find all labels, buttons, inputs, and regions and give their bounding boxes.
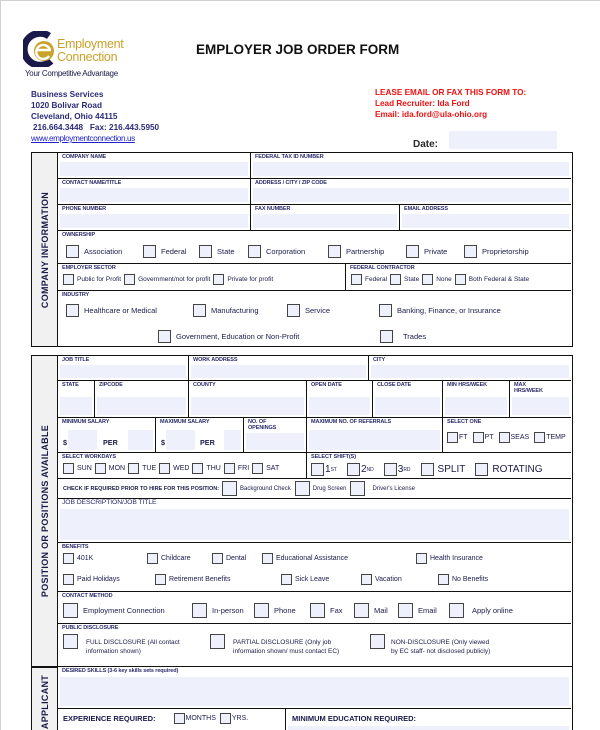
federal-contractor-cell: FEDERAL CONTRACTOR Federal State None Both Federal & State [346,264,571,291]
benefit-paid-holidays-checkbox[interactable] [63,574,74,585]
close-date-input[interactable] [375,397,440,415]
open-date-cell: OPEN DATE [307,381,373,418]
ownership-partnership-checkbox[interactable] [328,245,341,258]
sector-public-for-profit-checkbox[interactable] [63,274,74,285]
page-title: EMPLOYER JOB ORDER FORM [196,42,400,57]
thu-checkbox[interactable] [192,463,203,474]
county-cell: COUNTY [189,381,307,418]
min-education-cell: MINIMUM EDUCATION REQUIRED: [286,709,571,730]
contractor-state-checkbox[interactable] [390,274,401,285]
max-salary-per-input[interactable] [224,430,241,450]
max-salary-cell: MAXIMUM SALARY $ PER [156,418,244,453]
contact-mail-checkbox[interactable] [354,603,369,618]
industry-manufacturing-checkbox[interactable] [193,304,206,317]
wed-checkbox[interactable] [159,463,170,474]
max-hrs-input[interactable] [512,397,569,415]
experience-yrs-checkbox[interactable] [220,713,231,724]
logo-e-icon [23,31,57,67]
shifts-cell: SELECT SHIFT(S) 1 ST 2 ND 3 RD SPLIT ROTATING [307,453,571,479]
partial-disclosure-checkbox[interactable] [210,634,225,649]
street: 1020 Bolivar Road [31,101,102,110]
job-title-cell: JOB TITLE [58,356,189,381]
ownership-corporation-checkbox[interactable] [248,245,261,258]
address-cell: ADDRESS / CITY / ZIP CODE [251,179,571,205]
max-referrals-cell: MAXIMUM NO. OF REFERRALS [307,418,443,453]
zipcode-input[interactable] [97,397,186,415]
position-section [57,355,573,667]
state-cell: STATE [58,381,95,418]
sector-government-checkbox[interactable] [124,274,135,285]
benefit-retirement-checkbox[interactable] [155,574,166,585]
fax-input[interactable] [253,214,397,228]
benefit-educational-assistance-checkbox[interactable] [262,553,273,564]
company-information-side-label: COMPANY INFORMATION [31,152,58,347]
email-input[interactable] [402,214,569,228]
benefits-cell: BENEFITS 401K Childcare Dental Educational Assistance Health Insurance Paid Holidays Retirement Benefits Sick Leave Vacation No Benefits [58,543,571,592]
benefit-health-insurance-checkbox[interactable] [416,553,427,564]
benefit-sick-leave-checkbox[interactable] [281,574,292,585]
fri-checkbox[interactable] [224,463,235,474]
seas-checkbox[interactable] [499,432,510,443]
desired-skills-input[interactable] [60,677,569,706]
full-disclosure-checkbox[interactable] [63,634,78,649]
phone-input[interactable] [60,214,248,228]
work-address-cell: WORK ADDRESS [189,356,369,381]
min-education-input[interactable] [288,726,569,730]
shift-rotating-checkbox[interactable] [475,463,488,476]
contact-name-cell: CONTACT NAME/TITLE [58,179,251,205]
contractor-federal-checkbox[interactable] [351,274,362,285]
open-date-input[interactable] [309,397,370,415]
sun-checkbox[interactable] [63,463,74,474]
job-title-input[interactable] [60,365,186,378]
contact-method-cell: CONTACT METHOD Employment Connection In-person Phone Fax Mail Email Apply online [58,592,571,624]
min-salary-cell: MINIMUM SALARY $ PER [58,418,156,453]
benefit-childcare-checkbox[interactable] [147,553,158,564]
submit-line2: Lead Recruiter: Ida Ford [375,99,470,108]
website-link[interactable]: www.employmentconnection.us [31,134,135,143]
applicant-section [57,667,573,730]
logo-line2: Connection [57,50,118,64]
openings-input[interactable] [246,433,304,450]
drug-screen-checkbox[interactable] [295,481,310,496]
desired-skills-cell: DESIRED SKILLS (3-6 key skills sets required) [58,667,571,709]
submit-line1: LEASE EMAIL OR FAX THIS FORM TO: [375,88,527,97]
select-one-cell: SELECT ONE FT PT SEAS TEMP [443,418,571,453]
employer-sector-cell: EMPLOYER SECTOR Public for Profit Government/not for profit Private for profit [58,264,346,291]
city-line: Cleveland, Ohio 44115 [31,112,118,121]
business-address [31,89,159,144]
ownership-cell: OWNERSHIP Association Federal State Corporation Partnership Private Proprietorship [58,231,571,264]
date-label: Date: [413,139,439,150]
phone-number: 216.664.3448 [33,123,84,132]
benefit-dental-checkbox[interactable] [212,553,223,564]
contact-in-person-checkbox[interactable] [192,603,207,618]
company-name-cell: COMPANY NAME [58,153,251,179]
max-referrals-input[interactable] [309,430,440,450]
industry-banking-checkbox[interactable] [379,304,392,317]
ownership-association-checkbox[interactable] [66,245,79,258]
employment-connection-logo [21,31,136,81]
submission-instructions [375,87,526,120]
ownership-state-checkbox[interactable] [199,245,212,258]
federal-tax-id-cell: FEDERAL TAX ID NUMBER [251,153,571,179]
contractor-both-checkbox[interactable] [455,274,466,285]
industry-trades-checkbox[interactable] [380,330,393,343]
contact-name-input[interactable] [60,188,248,202]
company-name-input[interactable] [60,162,248,176]
temp-checkbox[interactable] [534,432,545,443]
city-cell: CITY [369,356,571,381]
industry-cell: INDUSTRY Healthcare or Medical Manufacturing Service Banking, Finance, or Insurance Government, Education or Non-Profit Trades [62,292,501,341]
industry-healthcare-checkbox[interactable] [66,304,79,317]
dept: Business Services [31,90,104,99]
non-disclosure-checkbox[interactable] [370,634,385,649]
benefit-no-benefits-checkbox[interactable] [438,574,449,585]
date-input[interactable] [449,131,557,149]
benefit-401k-checkbox[interactable] [63,553,74,564]
shift-split-checkbox[interactable] [421,463,434,476]
position-side-label: POSITION OR POSITIONS AVAILABLE [31,355,58,667]
min-salary-input[interactable] [68,430,97,450]
public-disclosure-cell: PUBLIC DISCLOSURE FULL DISCLOSURE (All contact information shown) PARTIAL DISCLOSURE (Only job information shown/ must contact EC) NON-DISCLOSURE (Only viewed by EC staff- not disclosed publicly) [62,625,491,655]
openings-cell: NO. OF OPENINGS [244,418,307,453]
logo-tagline: Your Competitive Advantage [25,69,118,78]
fax-number: Fax: 216.443.5950 [89,123,160,132]
max-salary-input[interactable] [166,430,195,450]
shift-2nd-checkbox[interactable] [347,463,360,476]
max-hrs-cell: MAX HRS/WEEK [510,381,571,418]
min-hrs-input[interactable] [445,397,507,415]
contact-fax-checkbox[interactable] [310,603,325,618]
job-description-cell: JOB DESCRIPTION/JOB TITLE [58,499,571,543]
state-input[interactable] [60,397,92,415]
fax-cell: FAX NUMBER [251,205,400,231]
ownership-federal-checkbox[interactable] [143,245,156,258]
drivers-license-checkbox[interactable] [350,481,365,496]
address-input[interactable] [253,188,569,202]
ft-checkbox[interactable] [447,432,458,443]
close-date-cell: CLOSE DATE [373,381,443,418]
sector-private-for-profit-checkbox[interactable] [213,274,224,285]
email-cell: EMAIL ADDRESS [400,205,571,231]
submit-line3: Email: ida.ford@ula-ohio.org [375,110,488,119]
company-information-section [57,152,573,347]
shift-3rd-checkbox[interactable] [384,463,397,476]
ownership-private-checkbox[interactable] [406,245,419,258]
prerequisites-cell: CHECK IF REQUIRED PRIOR TO HIRE FOR THIS POSITION: Background Check Drug Screen Driver's License [58,479,571,499]
contact-phone-checkbox[interactable] [254,603,269,618]
zipcode-cell: ZIPCODE [95,381,189,418]
contact-email-checkbox[interactable] [398,603,413,618]
min-salary-per-input[interactable] [128,430,153,450]
phone-cell: PHONE NUMBER [58,205,251,231]
federal-tax-id-input[interactable] [253,162,569,176]
contact-apply-online-checkbox[interactable] [449,603,464,618]
city-input[interactable] [371,365,569,378]
contact-employment-connection-checkbox[interactable] [63,603,78,618]
industry-service-checkbox[interactable] [287,304,300,317]
applicant-side-label: APPLICANT [31,667,58,730]
sat-checkbox[interactable] [252,463,263,474]
job-description-input[interactable] [60,509,569,540]
industry-government-checkbox[interactable] [158,330,171,343]
shift-1st-checkbox[interactable] [311,463,324,476]
work-address-input[interactable] [191,365,366,378]
min-hrs-cell: MIN HRS/WEEK [443,381,510,418]
logo-line1: Employment [57,37,124,51]
county-input[interactable] [191,397,304,415]
ownership-proprietorship-checkbox[interactable] [464,245,477,258]
experience-months-checkbox[interactable] [174,713,185,724]
mon-checkbox[interactable] [95,463,106,474]
background-check-checkbox[interactable] [222,481,237,496]
contractor-none-checkbox[interactable] [422,274,433,285]
benefit-vacation-checkbox[interactable] [361,574,372,585]
tue-checkbox[interactable] [128,463,139,474]
experience-cell: EXPERIENCE REQUIRED: MONTHS YRS. [58,709,286,730]
workdays-cell: SELECT WORKDAYS SUN MON TUE WED THU FRI SAT [58,453,307,479]
pt-checkbox[interactable] [473,432,484,443]
